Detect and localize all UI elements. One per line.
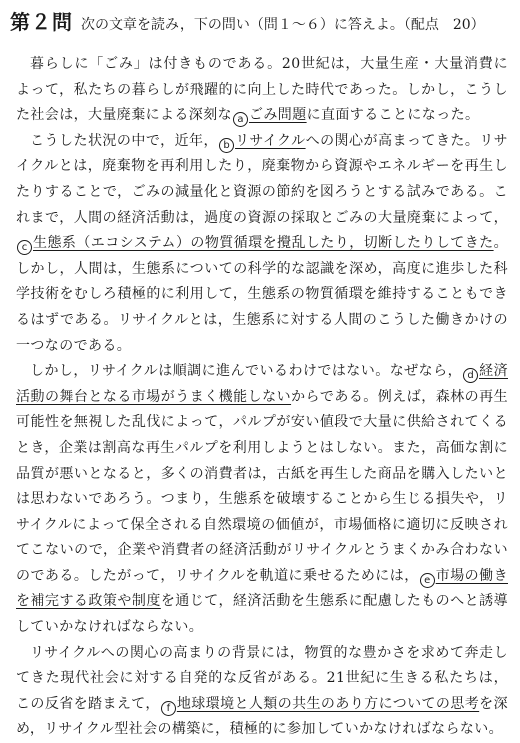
underlined-phrase: 地球環境と人類の共生のあり方についての思考 — [176, 695, 480, 712]
underline-marker-c: c — [17, 240, 32, 255]
underlined-phrase: ごみ問題 — [249, 107, 307, 124]
passage-text: を深め，リサイクル型社会の構築に，積極的に参加していかなければならない。 — [16, 695, 508, 738]
passage-text: からである。例えば，森林の再生可能性を無視した乱伐によって，パルプが安い値段で大量に供給されてくるとき，企業は割高な再生パルプを利用しようとはしない。また，高価な割に品質が悪いとなると，多くの消費者は，古紙を再生した商品を購入したいとは思わないであろう。つまり，生態系を破壊することから生じる損失や，リサイクルによって保全される自然環境の価値が，市場価格に適切に反映されてこないので，企業や消費者の経済活動がリサイクルとうまくかみ合わないのである。したがって，リサイクルを軌道に乗せるためには， — [16, 388, 508, 584]
underline-marker-d: d — [463, 368, 478, 383]
question-header — [10, 6, 508, 34]
passage-paragraph — [16, 52, 508, 129]
underline-marker-a: a — [233, 112, 248, 127]
passage — [10, 52, 508, 743]
underline-marker-e: e — [420, 573, 435, 588]
underlined-phrase: リサイクル — [235, 132, 306, 149]
underline-marker-f: f — [161, 701, 176, 716]
passage-text: 暮らしに「ごみ」は付きものである。20世紀は，大量生産・大量消費によって，私たちの暮らしが飛躍的に向上した時代であった。しかし，こうした社会は，大量廃棄による深刻な — [16, 56, 508, 124]
passage-paragraph — [16, 641, 508, 743]
passage-paragraph — [16, 359, 508, 641]
question-instruction: 次の文章を読み，下の問い（問１～６）に答えよ。（配点 20） — [81, 17, 485, 33]
passage-paragraph — [16, 129, 508, 359]
passage-text: を通じて，経済活動を生態系に配慮したものへと誘導していかなければならない。 — [16, 593, 508, 636]
underlined-phrase: 経済活動の舞台となる市場がうまく機能しない — [16, 363, 508, 405]
question-number: 第２問 — [10, 10, 73, 34]
underlined-phrase: 市場の働きを補完する政策や制度 — [16, 567, 508, 610]
passage-text: リサイクルへの関心の高まりの背景には，物質的な豊かさを求めて奔走してきた現代社会に対する自発的な反省がある。21世紀に生きる私たちは，この反省を踏まえて， — [16, 644, 508, 712]
passage-text: こうした状況の中で，近年， — [30, 132, 219, 149]
passage-text: 。しかし，人間は，生態系についての科学的な認識を深め，高度に進歩した科学技術をむしろ積極的に利用して，生態系の物質循環を維持することもできるはずである。リサイクルとは，生態系に対する人間のこうした働きかけの一つなのである。 — [16, 235, 508, 354]
passage-text: への関心が高まってきた。リサイクルとは，廃棄物を再利用したり，廃棄物から資源やエネルギーを再生したりすることで，ごみの減量化と資源の節約を図ろうとする試みである。これまで，人間の経済活動は，過度の資源の採取とごみの大量廃棄によって， — [16, 132, 508, 226]
underline-marker-b: b — [219, 138, 234, 153]
passage-text: しかし，リサイクルは順調に進んでいるわけではない。なぜなら， — [30, 363, 463, 380]
underlined-phrase: 生態系（エコシステム）の物質循環を攪乱したり，切断したりしてきた — [33, 235, 494, 252]
passage-text: に直面することになった。 — [306, 107, 480, 124]
